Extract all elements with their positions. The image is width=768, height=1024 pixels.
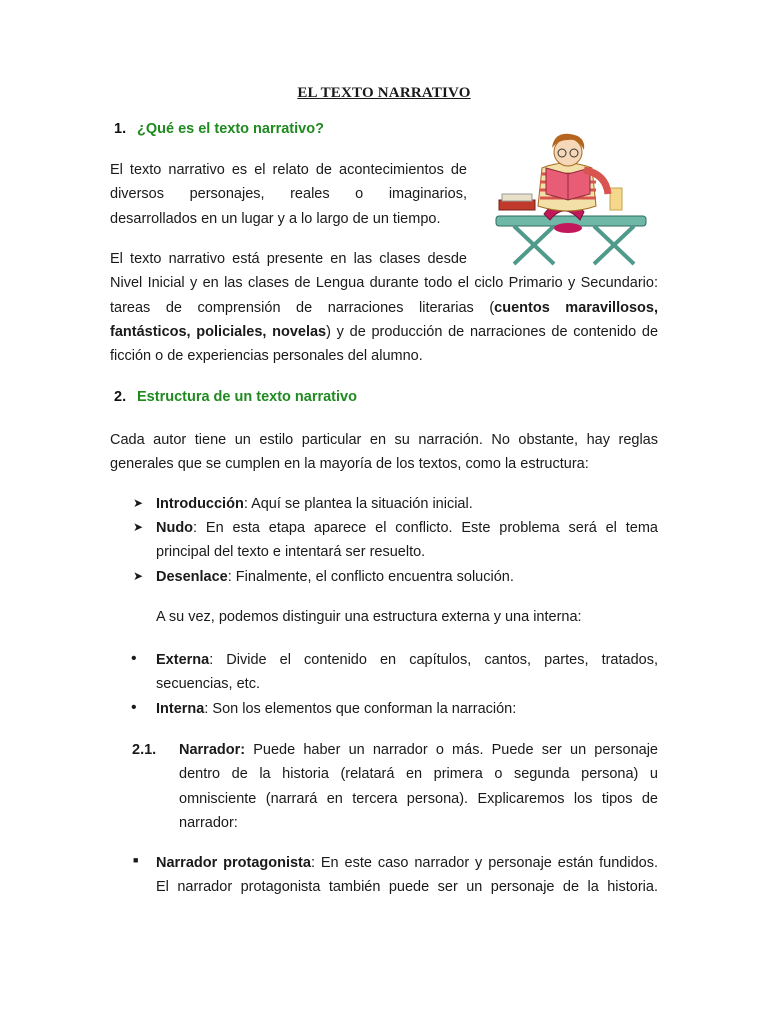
text-span: tareas de comprensión de narraciones literarias ( bbox=[110, 299, 495, 316]
item-text: : Aquí se plantea la situación inicial. bbox=[243, 496, 473, 512]
section-1-heading bbox=[114, 121, 324, 137]
text-line: Cada autor tiene un estilo particular en su narración. No obstante, hay reglas bbox=[110, 432, 658, 448]
paragraph-external-internal: A su vez, podemos distinguir una estructura externa y una interna: bbox=[156, 609, 582, 625]
square-bullet-icon: ■ bbox=[133, 855, 139, 865]
section-heading-text: ¿Qué es el texto narrativo? bbox=[137, 121, 324, 137]
bold-term: Interna bbox=[156, 701, 205, 717]
item-text: : En esta etapa aparece el conflicto. Este problema será el tema bbox=[193, 520, 658, 536]
paragraph-definition bbox=[110, 158, 467, 231]
text-line: Nivel Inicial y en las clases de Lengua durante todo el ciclo Primario y Secundario: bbox=[110, 275, 658, 292]
bold-term: Externa bbox=[156, 652, 210, 668]
text-line: generales que se cumplen en la mayoría de los textos, como la estructura: bbox=[110, 456, 589, 473]
text-line: narrador: bbox=[179, 814, 238, 831]
text-line: omnisciente (narrará en tercera persona). Explicaremos los tipos de bbox=[179, 790, 658, 807]
bold-term: Narrador protagonista bbox=[156, 855, 311, 871]
text-span: ) y de producción de narraciones de contenido de bbox=[326, 323, 659, 340]
text-line: secuencias, etc. bbox=[156, 676, 260, 693]
section-2-heading bbox=[114, 389, 357, 405]
list-item bbox=[156, 648, 658, 697]
text-line: El texto narrativo es el relato de acontecimientos de bbox=[110, 162, 467, 178]
text-line: El narrador protagonista también puede ser un personaje de la historia. bbox=[156, 879, 658, 896]
text-line bbox=[110, 320, 658, 344]
dot-bullet-icon: • bbox=[131, 699, 137, 716]
subsection-narrador bbox=[179, 738, 658, 835]
section-heading-text: Estructura de un texto narrativo bbox=[137, 389, 357, 405]
bold-term: Desenlace bbox=[156, 569, 228, 585]
item-text: Puede haber un narrador o más. Puede ser un personaje bbox=[245, 742, 658, 758]
text-line: desarrollados en un lugar y a lo largo de un tiempo. bbox=[110, 210, 441, 227]
section-number: 1. bbox=[114, 121, 127, 137]
item-text: : En este caso narrador y personaje están fundidos. bbox=[310, 855, 658, 871]
list-item-narrador-protagonista bbox=[156, 851, 658, 900]
item-text: : Divide el contenido en capítulos, cantos, partes, tratados, bbox=[209, 652, 658, 668]
bold-term: Introducción bbox=[156, 496, 244, 512]
dot-bullet-icon: • bbox=[131, 650, 137, 667]
item-text: : Son los elementos que conforman la narración: bbox=[204, 701, 517, 717]
text-line bbox=[156, 648, 658, 672]
text-line: dentro de la historia (relatará en primera o segunda persona) u bbox=[179, 766, 658, 783]
paragraph-presence bbox=[110, 247, 658, 368]
arrowhead-bullet-icon: ➤ bbox=[133, 496, 144, 510]
paragraph-structure-intro bbox=[110, 428, 658, 477]
list-item bbox=[156, 516, 658, 565]
document-title: EL TEXTO NARRATIVO bbox=[297, 85, 471, 101]
text-line bbox=[179, 738, 658, 762]
text-line bbox=[156, 851, 658, 875]
subsection-number: 2.1. bbox=[132, 742, 157, 758]
text-line: diversos personajes, reales o imaginarios, bbox=[110, 186, 467, 203]
bold-term: Narrador: bbox=[179, 742, 246, 758]
arrowhead-bullet-icon: ➤ bbox=[133, 569, 144, 583]
text-line: El texto narrativo está presente en las clases desde bbox=[110, 251, 467, 267]
text-line bbox=[156, 516, 658, 540]
list-item bbox=[156, 492, 658, 516]
text-line bbox=[110, 296, 658, 320]
bold-term: fantásticos, policiales, novelas bbox=[110, 323, 327, 340]
bold-term: Nudo bbox=[156, 520, 194, 536]
text-line: principal del texto e intentará ser resuelto. bbox=[156, 544, 426, 561]
section-number: 2. bbox=[114, 389, 127, 405]
list-item bbox=[156, 697, 658, 721]
item-text: : Finalmente, el conflicto encuentra solución. bbox=[227, 569, 514, 585]
list-item bbox=[156, 565, 658, 589]
bold-term: cuentos maravillosos, bbox=[494, 299, 658, 316]
text-line: ficción o de experiencias personales del alumno. bbox=[110, 348, 423, 365]
arrowhead-bullet-icon: ➤ bbox=[133, 520, 144, 534]
